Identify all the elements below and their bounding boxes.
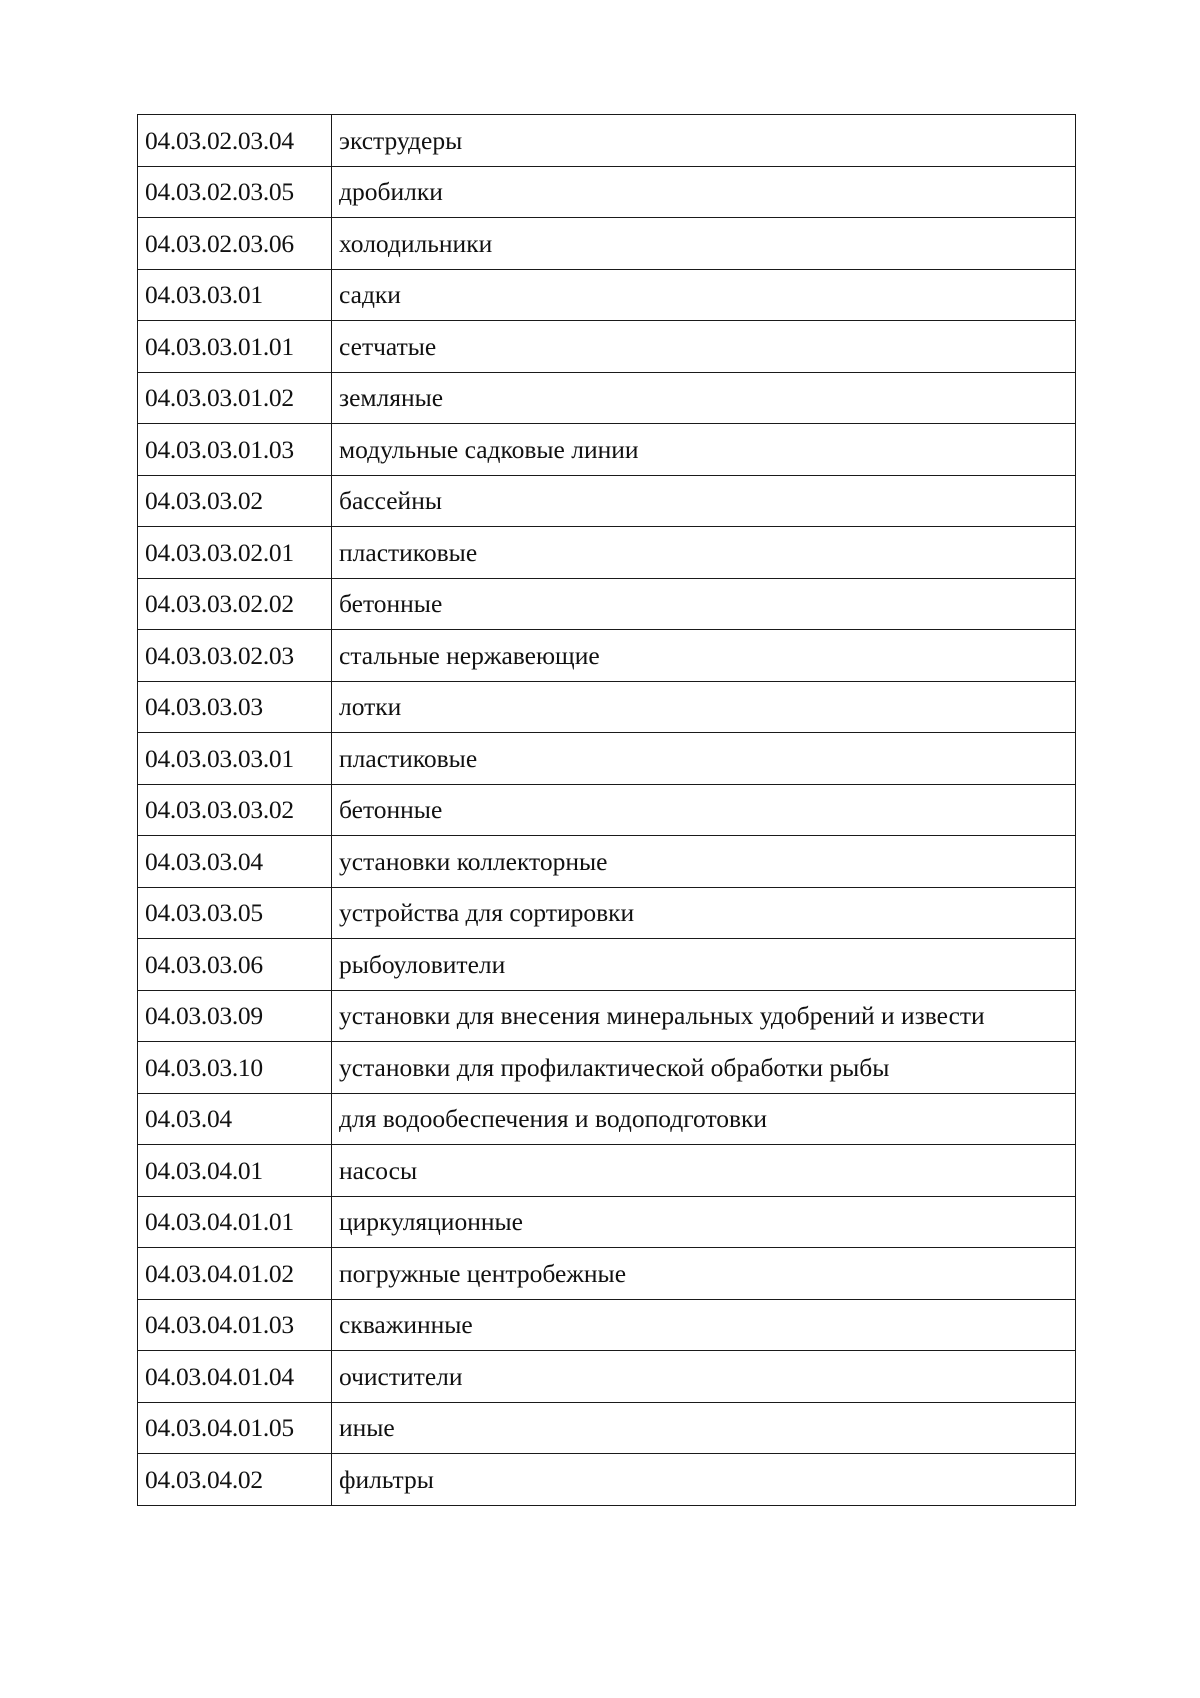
table-row [138,578,1076,630]
row-name-cell: пластиковые [332,733,1076,785]
row-code-cell: 04.03.03.01.02 [138,372,332,424]
row-code-cell: 04.03.03.05 [138,887,332,939]
table-row [138,887,1076,939]
table-row [138,1402,1076,1454]
row-name-cell: для водообеспечения и водоподготовки [332,1093,1076,1145]
row-name-cell: садки [332,269,1076,321]
row-name-cell: иные [332,1402,1076,1454]
table-row [138,1299,1076,1351]
row-code-cell: 04.03.04.01.03 [138,1299,332,1351]
table-row [138,115,1076,167]
table-row [138,321,1076,373]
table-row [138,836,1076,888]
table-row [138,269,1076,321]
row-code-cell: 04.03.04 [138,1093,332,1145]
table-row [138,1248,1076,1300]
row-code-cell: 04.03.03.03 [138,681,332,733]
row-code-cell: 04.03.02.03.04 [138,115,332,167]
table-row [138,1145,1076,1197]
row-code-cell: 04.03.02.03.05 [138,166,332,218]
table-row [138,1042,1076,1094]
row-code-cell: 04.03.02.03.06 [138,218,332,270]
table-row [138,424,1076,476]
row-name-cell: бассейны [332,475,1076,527]
row-code-cell: 04.03.03.02 [138,475,332,527]
table-row [138,681,1076,733]
table-row [138,939,1076,991]
row-code-cell: 04.03.03.09 [138,990,332,1042]
row-code-cell: 04.03.03.03.01 [138,733,332,785]
row-name-cell: устройства для сортировки [332,887,1076,939]
table-row [138,372,1076,424]
row-code-cell: 04.03.03.02.01 [138,527,332,579]
row-code-cell: 04.03.04.01.04 [138,1351,332,1403]
table-row [138,1196,1076,1248]
row-name-cell: дробилки [332,166,1076,218]
row-code-cell: 04.03.04.02 [138,1454,332,1506]
row-code-cell: 04.03.03.02.02 [138,578,332,630]
row-name-cell: сетчатые [332,321,1076,373]
table-row [138,166,1076,218]
row-name-cell: циркуляционные [332,1196,1076,1248]
row-code-cell: 04.03.03.01 [138,269,332,321]
row-name-cell: рыбоуловители [332,939,1076,991]
table-row [138,1351,1076,1403]
table-row [138,1093,1076,1145]
row-name-cell: фильтры [332,1454,1076,1506]
row-name-cell: земляные [332,372,1076,424]
row-code-cell: 04.03.03.02.03 [138,630,332,682]
row-code-cell: 04.03.03.01.01 [138,321,332,373]
row-name-cell: экструдеры [332,115,1076,167]
table-body [138,115,1076,1506]
row-code-cell: 04.03.03.01.03 [138,424,332,476]
row-code-cell: 04.03.03.04 [138,836,332,888]
row-name-cell: погружные центробежные [332,1248,1076,1300]
table-row [138,527,1076,579]
table-row [138,475,1076,527]
row-code-cell: 04.03.03.06 [138,939,332,991]
row-name-cell: холодильники [332,218,1076,270]
row-name-cell: насосы [332,1145,1076,1197]
row-name-cell: бетонные [332,578,1076,630]
row-name-cell: бетонные [332,784,1076,836]
row-name-cell: стальные нержавеющие [332,630,1076,682]
row-code-cell: 04.03.03.03.02 [138,784,332,836]
row-name-cell: модульные садковые линии [332,424,1076,476]
row-name-cell: установки коллекторные [332,836,1076,888]
row-name-cell: пластиковые [332,527,1076,579]
table-row [138,630,1076,682]
row-name-cell: очистители [332,1351,1076,1403]
table-row [138,990,1076,1042]
row-code-cell: 04.03.04.01.02 [138,1248,332,1300]
row-name-cell: установки для профилактической обработки рыбы [332,1042,1076,1094]
classification-table [137,114,1076,1506]
table-row [138,733,1076,785]
row-code-cell: 04.03.03.10 [138,1042,332,1094]
row-name-cell: установки для внесения минеральных удобрений и извести [332,990,1076,1042]
row-code-cell: 04.03.04.01.01 [138,1196,332,1248]
row-name-cell: лотки [332,681,1076,733]
table-row [138,1454,1076,1506]
row-code-cell: 04.03.04.01.05 [138,1402,332,1454]
table-row [138,784,1076,836]
table-row [138,218,1076,270]
row-name-cell: скважинные [332,1299,1076,1351]
row-code-cell: 04.03.04.01 [138,1145,332,1197]
